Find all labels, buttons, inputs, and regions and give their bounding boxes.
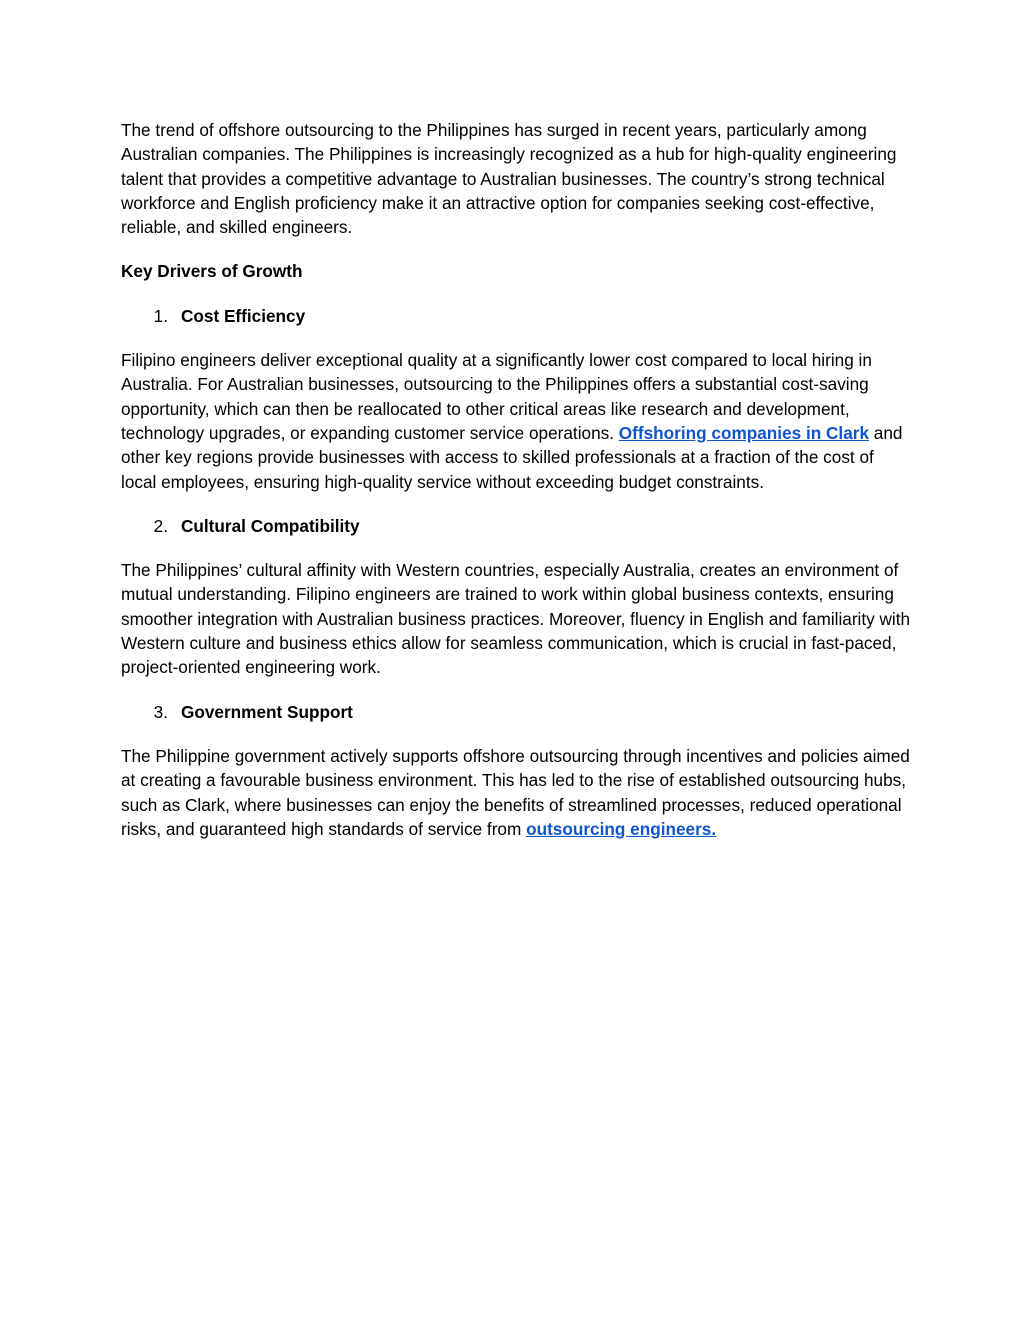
list-number: 3. — [153, 701, 168, 722]
list-item-cost-efficiency — [121, 304, 911, 328]
list-title: Cultural Compatibility — [181, 515, 360, 536]
list-number: 2. — [153, 515, 168, 536]
paragraph-text: and other key regions provide businesses with access to skilled professionals at a fraction of the cost of local employees, ensuring high-quality service without exceeding budget constraints. — [121, 422, 903, 492]
outsourcing-engineers-link[interactable]: outsourcing engineers. — [526, 818, 717, 839]
document-page — [121, 118, 911, 861]
government-support-paragraph — [121, 744, 911, 841]
list-title: Cost Efficiency — [181, 305, 306, 326]
list-number: 1. — [153, 305, 168, 326]
intro-paragraph: The trend of offshore outsourcing to the Philippines has surged in recent years, particularly among Australian companies. The Philippines is increasingly recognized as a hub for high-quality engineering talent that provides a competitive advantage to Australian businesses. The country’s strong technical workforce and English proficiency make it an attractive option for companies seeking cost-effective, reliable, and skilled engineers. — [121, 120, 897, 238]
offshoring-companies-link[interactable]: Offshoring companies in Clark — [618, 422, 869, 443]
list-item-cultural-compatibility — [121, 514, 911, 538]
list-title: Government Support — [181, 701, 353, 722]
paragraph-text: Filipino engineers deliver exceptional quality at a significantly lower cost compared to local hiring in Australia. For Australian businesses, outsourcing to the Philippines offers a substantial cost-saving opportunity, which can then be reallocated to other critical areas like research and development, technology upgrades, or expanding customer service operations. — [121, 350, 872, 443]
cost-efficiency-paragraph — [121, 348, 911, 494]
cultural-compatibility-paragraph: The Philippines’ cultural affinity with Western countries, especially Australia, creates an environment of mutual understanding. Filipino engineers are trained to work within global business contexts, ensuring smoother integration with Australian business practices. Moreover, fluency in English and familiarity with Western culture and business ethics allow for seamless communication, which is crucial in fast-paced, project-oriented engineering work. — [121, 560, 911, 678]
section-heading: Key Drivers of Growth — [121, 261, 303, 282]
paragraph-text: The Philippine government actively supports offshore outsourcing through incentives and policies aimed at creating a favourable business environment. This has led to the rise of established outsourcing hubs, such as Clark, where businesses can enjoy the benefits of streamlined processes, reduced operational risks, and guaranteed high standards of service from — [121, 745, 910, 839]
list-item-government-support — [121, 700, 911, 724]
